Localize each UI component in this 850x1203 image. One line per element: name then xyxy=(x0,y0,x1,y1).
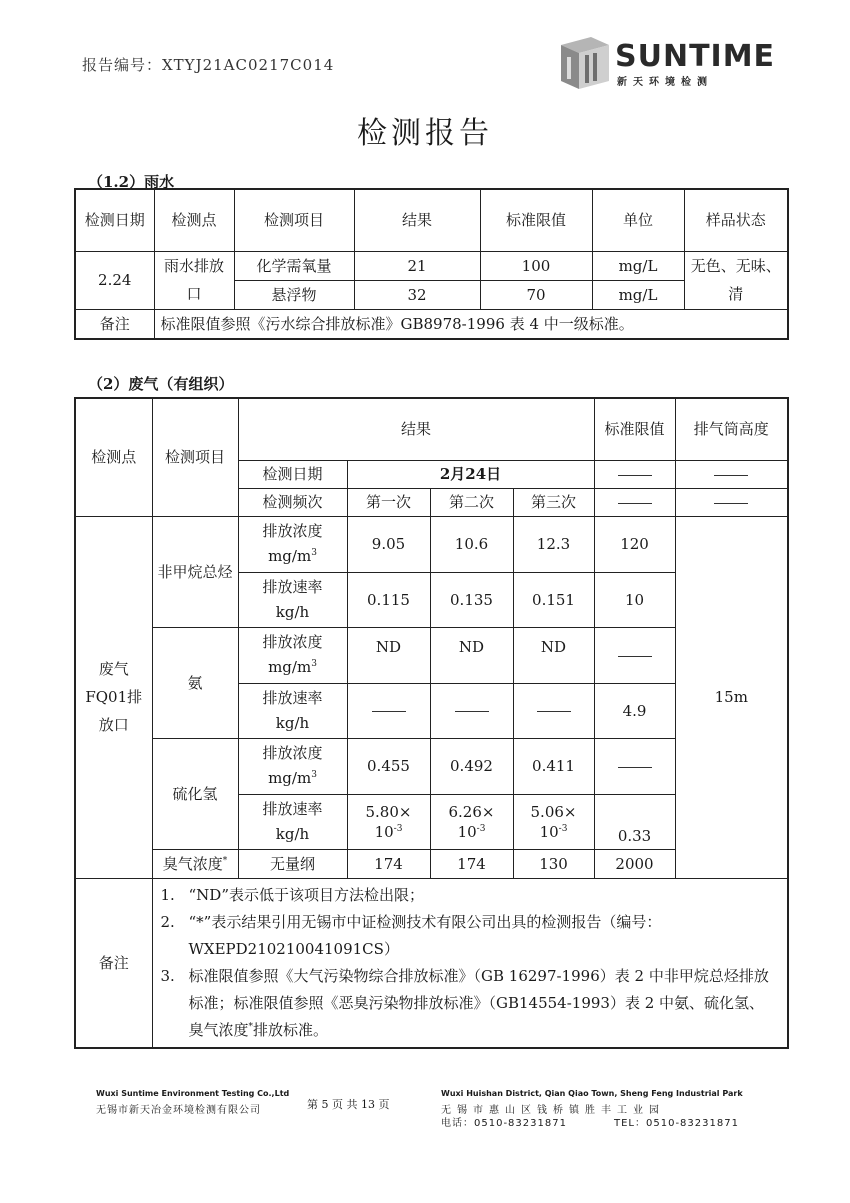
footer-company-cn: 无锡市新天冶金环境检测有限公司 xyxy=(96,1105,261,1116)
conc-label: 排放浓度 $mg/m^3$ xyxy=(238,627,347,683)
nh3-rate-3 xyxy=(513,683,594,738)
remark-row xyxy=(75,878,788,1048)
dash-mark xyxy=(537,711,571,712)
remark-text: 标准限值参照《污水综合排放标准》GB8978-1996 表 4 中一级标准。 xyxy=(154,309,788,339)
unit-ss: mg/L xyxy=(592,280,684,309)
result-cod: 21 xyxy=(354,251,480,280)
footer-company-en: Wuxi Suntime Environment Testing Co.,Ltd xyxy=(96,1089,290,1098)
result-ss: 32 xyxy=(354,280,480,309)
dash-mark xyxy=(618,656,652,657)
dash-mark xyxy=(372,711,406,712)
nh3-rate-limit: 4.9 xyxy=(594,683,675,738)
dash-mark xyxy=(618,503,652,504)
item-ss: 悬浮物 xyxy=(234,280,354,309)
header-limit: 标准限值 xyxy=(594,398,675,460)
dash-mark xyxy=(714,475,748,476)
rate-label: 排放速率 kg/h xyxy=(238,572,347,627)
freq-1: 第一次 xyxy=(347,488,430,516)
note-1: 1. “ND”表示低于该项目方法检出限； xyxy=(160,885,424,904)
remark-row xyxy=(75,309,788,339)
item-cod: 化学需氧量 xyxy=(234,251,354,280)
nmhc-rate-2: 0.135 xyxy=(430,572,513,627)
footer-phone-en: TEL：0510-83231871 xyxy=(614,1118,739,1129)
nh3-conc-1: ND xyxy=(347,627,430,683)
note-2: 2. “*”表示结果引用无锡市中证检测技术有限公司出具的检测报告（编号： WXEPD210210041091CS） xyxy=(160,912,662,958)
rainwater-table xyxy=(74,188,789,340)
suntime-logo xyxy=(555,35,776,91)
nh3-conc-3: ND xyxy=(513,627,594,683)
odor-value-3: 130 xyxy=(513,849,594,878)
remark-label: 备注 xyxy=(75,309,154,339)
unit-cod: mg/L xyxy=(592,251,684,280)
dash-mark xyxy=(618,475,652,476)
logo-subtitle: 新天环境检测 xyxy=(617,77,713,88)
nmhc-conc-3: 12.3 xyxy=(513,516,594,572)
nh3-conc-2: ND xyxy=(430,627,513,683)
sample-status: 无色、无味、清 xyxy=(684,251,788,309)
date-value: 2月24日 xyxy=(347,460,594,488)
sample-point: 雨水排放口 xyxy=(154,251,234,309)
h2s-conc-3: 0.411 xyxy=(513,738,594,794)
limit-cod: 100 xyxy=(480,251,592,280)
label-freq: 检测频次 xyxy=(238,488,347,516)
header-height: 排气筒高度 xyxy=(675,398,788,460)
pollutant-nh3: 氨 xyxy=(152,627,238,738)
pollutant-nmhc: 非甲烷总烃 xyxy=(152,516,238,627)
nmhc-conc-1: 9.05 xyxy=(347,516,430,572)
nh3-rate-2 xyxy=(430,683,513,738)
conc-label: 排放浓度 $mg/m^3$ xyxy=(238,516,347,572)
empty-height xyxy=(675,488,788,516)
exhaust-table xyxy=(74,397,789,1049)
document-title: 检测报告 xyxy=(357,116,493,151)
dash-mark xyxy=(455,711,489,712)
nmhc-conc-limit: 120 xyxy=(594,516,675,572)
logo-mark-icon xyxy=(555,35,611,91)
nh3-rate-1 xyxy=(347,683,430,738)
exhaust-point: 废气FQ01排放口 xyxy=(75,516,152,878)
h2s-rate-2: 6.26× $10^{-3}$ xyxy=(430,794,513,849)
note-3: 3. 标准限值参照《大气污染物综合排放标准》（GB 16297-1996）表 2 中非甲烷总烃排放标准；标准限值参照《恶臭污染物排放标准》（GB14554-1993）表 2 中氨、硫化氢、臭气浓度*排放标准。 xyxy=(160,966,769,1039)
odor-limit: 2000 xyxy=(594,849,675,878)
empty-limit xyxy=(594,460,675,488)
odor-value-2: 174 xyxy=(430,849,513,878)
sample-date: 2.24 xyxy=(75,251,154,309)
dash-mark xyxy=(618,767,652,768)
header-result: 结果 xyxy=(354,189,480,251)
header-unit: 单位 xyxy=(592,189,684,251)
freq-3: 第三次 xyxy=(513,488,594,516)
stack-height: 15m xyxy=(675,516,788,878)
empty-limit xyxy=(594,488,675,516)
table-row xyxy=(75,251,788,280)
nmhc-rate-1: 0.115 xyxy=(347,572,430,627)
empty-height xyxy=(675,460,788,488)
page-number: 第 5 页 共 13 页 xyxy=(307,1098,390,1111)
header-limit: 标准限值 xyxy=(480,189,592,251)
h2s-rate-3: 5.06× $10^{-3}$ xyxy=(513,794,594,849)
section-rainwater-title: （1.2）雨水 xyxy=(88,173,175,191)
conc-label: 排放浓度 $mg/m^3$ xyxy=(238,738,347,794)
nmhc-rate-3: 0.151 xyxy=(513,572,594,627)
table-header-row xyxy=(75,398,788,460)
pollutant-odor: 臭气浓度* xyxy=(152,849,238,878)
rate-label: 排放速率 kg/h xyxy=(238,794,347,849)
pollutant-h2s: 硫化氢 xyxy=(152,738,238,849)
footer-address-cn: 无锡市惠山区钱桥镇胜丰工业园 xyxy=(441,1105,665,1116)
h2s-conc-1: 0.455 xyxy=(347,738,430,794)
header-point: 检测点 xyxy=(75,398,152,516)
limit-ss: 70 xyxy=(480,280,592,309)
header-date: 检测日期 xyxy=(75,189,154,251)
header-point: 检测点 xyxy=(154,189,234,251)
nmhc-conc-2: 10.6 xyxy=(430,516,513,572)
h2s-conc-2: 0.492 xyxy=(430,738,513,794)
h2s-rate-limit: 0.33 xyxy=(594,794,675,849)
header-item: 检测项目 xyxy=(152,398,238,516)
footer-phone-cn: 电话：0510-83231871 xyxy=(441,1118,567,1129)
remark-label: 备注 xyxy=(75,878,152,1048)
table-header-row xyxy=(75,189,788,251)
section-exhaust-title: （2）废气（有组织） xyxy=(88,375,234,393)
nh3-conc-limit xyxy=(594,627,675,683)
logo-text: SUNTIME xyxy=(615,39,776,74)
remark-notes xyxy=(152,878,788,1048)
label-date: 检测日期 xyxy=(238,460,347,488)
odor-value-1: 174 xyxy=(347,849,430,878)
report-number: 报告编号：XTYJ21AC0217C014 xyxy=(82,56,335,74)
footer-address-en: Wuxi Huishan District, Qian Qiao Town, Sheng Feng Industrial Park xyxy=(441,1089,743,1098)
dash-mark xyxy=(714,503,748,504)
header-status: 样品状态 xyxy=(684,189,788,251)
rate-label: 排放速率 kg/h xyxy=(238,683,347,738)
header-result: 结果 xyxy=(238,398,594,460)
table-row xyxy=(75,516,788,572)
h2s-rate-1: 5.80× $10^{-3}$ xyxy=(347,794,430,849)
odor-unit: 无量纲 xyxy=(238,849,347,878)
h2s-conc-limit xyxy=(594,738,675,794)
nmhc-rate-limit: 10 xyxy=(594,572,675,627)
header-item: 检测项目 xyxy=(234,189,354,251)
freq-2: 第二次 xyxy=(430,488,513,516)
